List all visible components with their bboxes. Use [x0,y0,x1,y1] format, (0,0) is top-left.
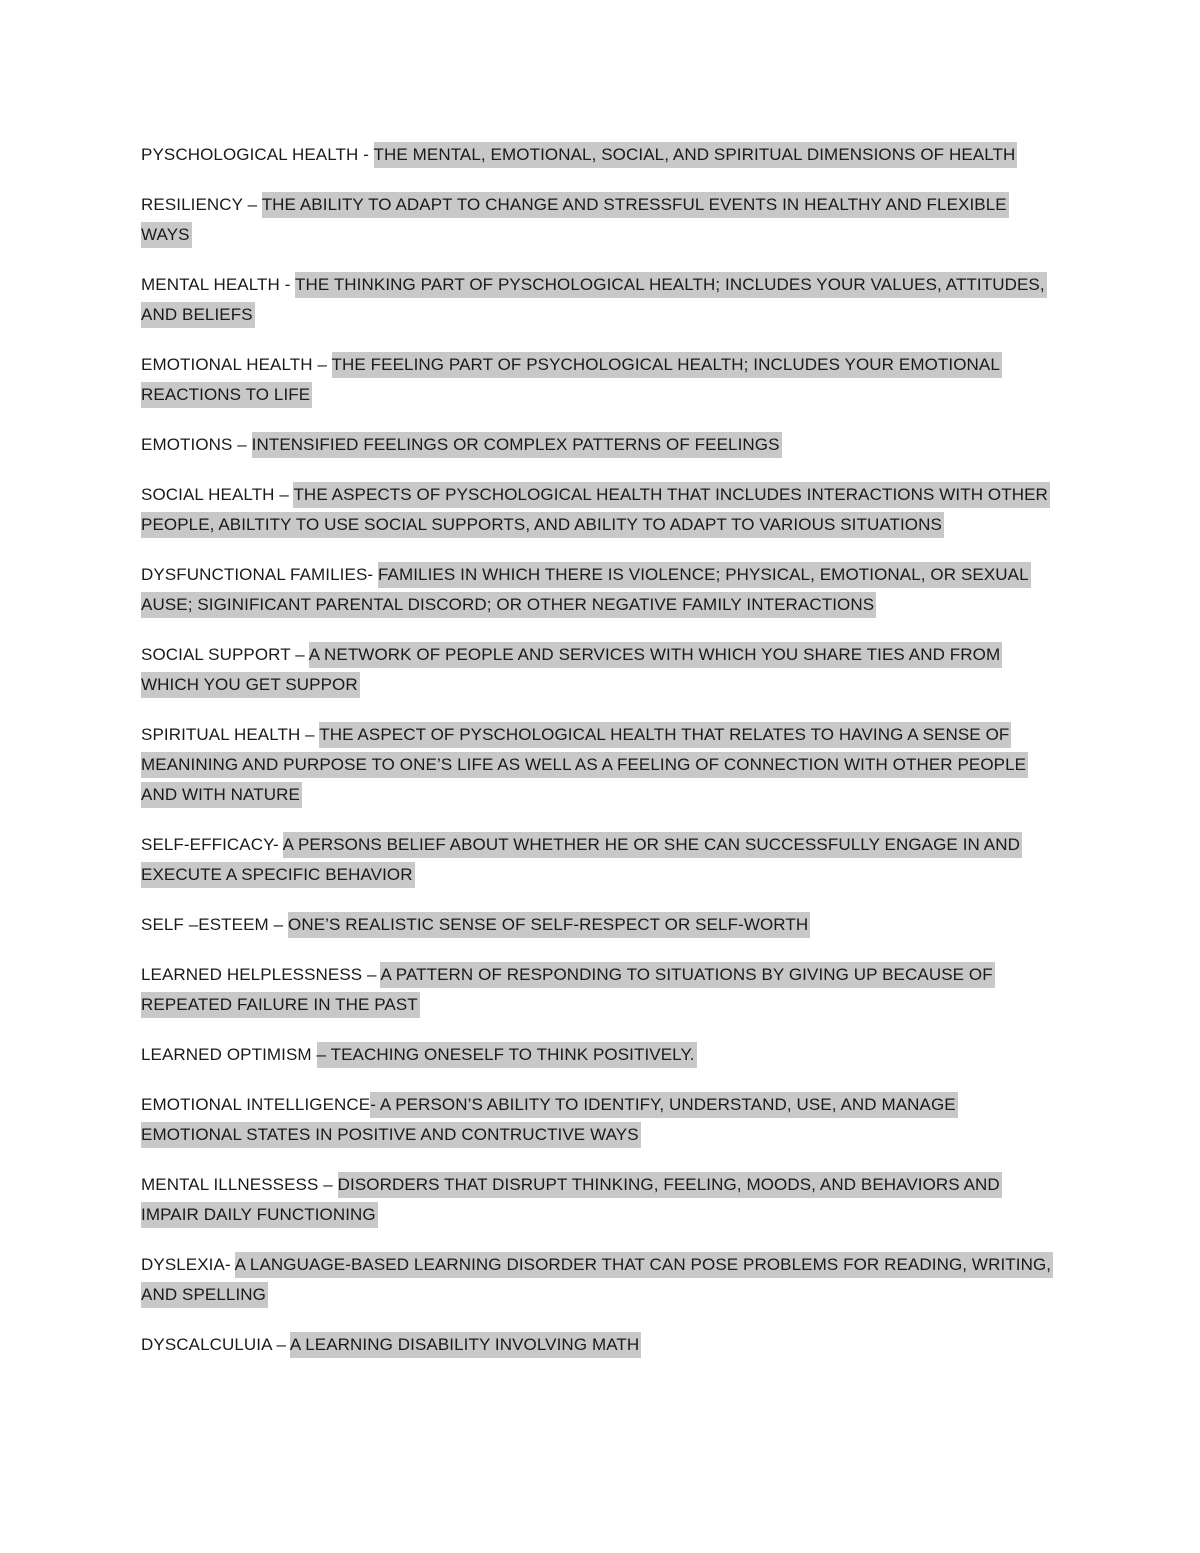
entry-definition: - A PERSON’S ABILITY TO IDENTIFY, UNDERSTAND, USE, AND MANAGE EMOTIONAL STATES IN POSITIVE AND CONTRUCTIVE WAYS [141,1092,958,1148]
glossary-entry [141,1170,1061,1230]
entry-term: EMOTIONAL HEALTH – [141,355,332,374]
entry-definition: THE ASPECTS OF PYSCHOLOGICAL HEALTH THAT INCLUDES INTERACTIONS WITH OTHER PEOPLE, ABILTITY TO USE SOCIAL SUPPORTS, AND ABILITY TO ADAPT TO VARIOUS SITUATIONS [141,482,1050,538]
glossary-entry [141,720,1061,810]
glossary-entry [141,140,1061,170]
entry-definition: ONE’S REALISTIC SENSE OF SELF-RESPECT OR SELF-WORTH [288,912,810,938]
entry-definition: A PERSONS BELIEF ABOUT WHETHER HE OR SHE CAN SUCCESSFULLY ENGAGE IN AND EXECUTE A SPECIFIC BEHAVIOR [141,832,1022,888]
entry-definition: – TEACHING ONESELF TO THINK POSITIVELY. [317,1042,697,1068]
entry-definition: THE ABILITY TO ADAPT TO CHANGE AND STRESSFUL EVENTS IN HEALTHY AND FLEXIBLE WAYS [141,192,1009,248]
glossary-entry [141,960,1061,1020]
entry-definition: FAMILIES IN WHICH THERE IS VIOLENCE; PHYSICAL, EMOTIONAL, OR SEXUAL AUSE; SIGINIFICANT PARENTAL DISCORD; OR OTHER NEGATIVE FAMILY INTERACTIONS [141,562,1031,618]
entry-definition: THE THINKING PART OF PYSCHOLOGICAL HEALTH; INCLUDES YOUR VALUES, ATTITUDES, AND BELIEFS [141,272,1047,328]
entry-term: PYSCHOLOGICAL HEALTH - [141,145,374,164]
entry-term: SELF –ESTEEM – [141,915,288,934]
glossary-entry [141,350,1061,410]
entry-definition: A NETWORK OF PEOPLE AND SERVICES WITH WHICH YOU SHARE TIES AND FROM WHICH YOU GET SUPPOR [141,642,1002,698]
entry-definition: A PATTERN OF RESPONDING TO SITUATIONS BY GIVING UP BECAUSE OF REPEATED FAILURE IN THE PAST [141,962,995,1018]
entry-term: MENTAL ILLNESSESS – [141,1175,338,1194]
entry-term: LEARNED HELPLESSNESS – [141,965,381,984]
glossary-entry [141,480,1061,540]
glossary-entry [141,910,1061,940]
entry-definition: THE ASPECT OF PYSCHOLOGICAL HEALTH THAT RELATES TO HAVING A SENSE OF MEANINING AND PURPOSE TO ONE’S LIFE AS WELL AS A FEELING OF CONNECTION WITH OTHER PEOPLE AND WITH NATURE [141,722,1028,808]
glossary-entry [141,830,1061,890]
glossary-entry [141,640,1061,700]
entry-term: EMOTIONS – [141,435,252,454]
entry-term: MENTAL HEALTH - [141,275,295,294]
entry-definition: THE FEELING PART OF PSYCHOLOGICAL HEALTH; INCLUDES YOUR EMOTIONAL REACTIONS TO LIFE [141,352,1002,408]
entry-definition: A LEARNING DISABILITY INVOLVING MATH [290,1332,641,1358]
entry-term: EMOTIONAL INTELLIGENCE [141,1095,371,1114]
entry-term: DYSFUNCTIONAL FAMILIES- [141,565,378,584]
entry-term: DYSCALCULUIA – [141,1335,290,1354]
entry-definition: THE MENTAL, EMOTIONAL, SOCIAL, AND SPIRITUAL DIMENSIONS OF HEALTH [374,142,1018,168]
glossary-entry [141,1250,1061,1310]
entry-term: DYSLEXIA- [141,1255,235,1274]
glossary-entry [141,1330,1061,1360]
entry-term: LEARNED OPTIMISM [141,1045,317,1064]
entry-definition: A LANGUAGE-BASED LEARNING DISORDER THAT CAN POSE PROBLEMS FOR READING, WRITING, AND SPELLING [141,1252,1053,1308]
glossary-entry [141,430,1061,460]
entry-definition: INTENSIFIED FEELINGS OR COMPLEX PATTERNS OF FEELINGS [252,432,782,458]
glossary-entry [141,560,1061,620]
glossary-entry [141,1040,1061,1070]
glossary-entry [141,1090,1061,1150]
entry-term: RESILIENCY – [141,195,262,214]
entry-term: SOCIAL SUPPORT – [141,645,309,664]
glossary-entry [141,270,1061,330]
glossary [141,140,1061,1380]
entry-term: SPIRITUAL HEALTH – [141,725,320,744]
entry-term: SOCIAL HEALTH – [141,485,294,504]
entry-term: SELF-EFFICACY- [141,835,283,854]
entry-definition: DISORDERS THAT DISRUPT THINKING, FEELING, MOODS, AND BEHAVIORS AND IMPAIR DAILY FUNCTIONING [141,1172,1002,1228]
glossary-entry [141,190,1061,250]
